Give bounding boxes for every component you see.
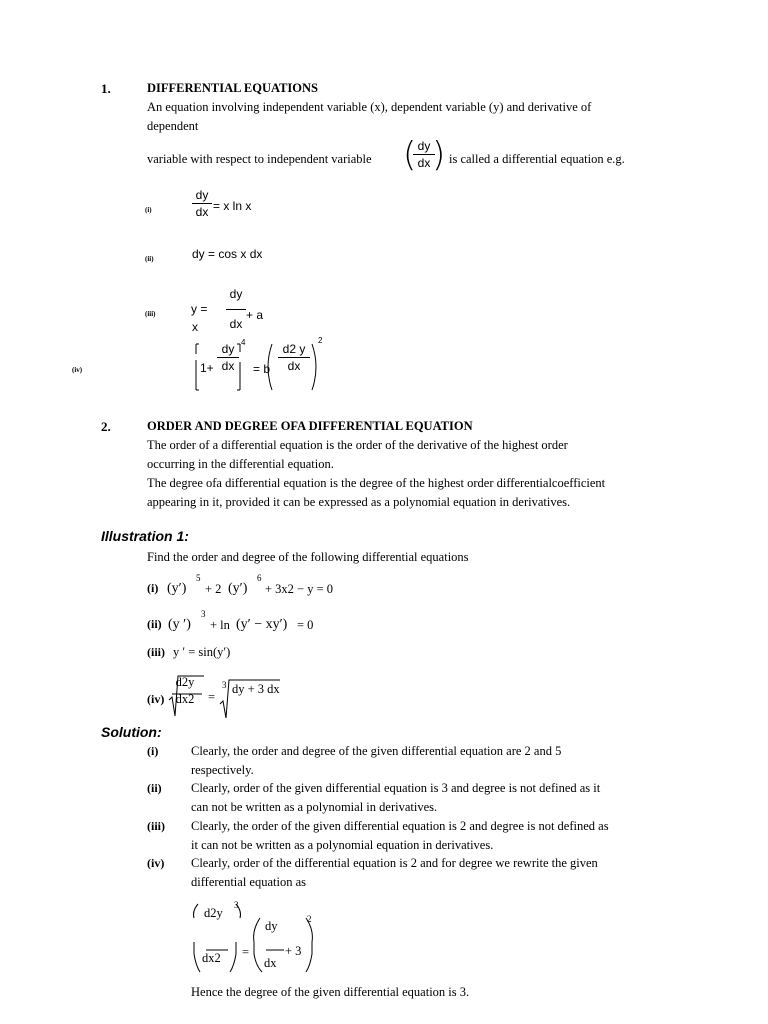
example-ii-text: dy = cos x dx — [192, 247, 263, 261]
solution-eq-exp-2: 2 — [307, 914, 312, 924]
illustration-title: Illustration 1: — [101, 528, 189, 544]
solution-eq-numerator-2: dy — [265, 919, 278, 933]
example-ii-marker: (ii) — [145, 255, 154, 263]
question-iii-text: y ′ = sin(y′) — [173, 645, 231, 659]
example-iv-equals-b: = b — [253, 362, 271, 376]
solution-title: Solution: — [101, 724, 162, 740]
question-i-term-c: (y′) — [228, 581, 248, 596]
solution-item-1-line-2: respectively. — [191, 763, 254, 777]
solution-item-2-line-2: can not be written as a polynomial in derivatives. — [191, 800, 438, 814]
solution-item-3-line-2: it can not be written as a polynomial equation in derivatives. — [191, 838, 494, 852]
section-2-p1: The order of a differential equation is the order of the derivative of the highest order — [147, 438, 568, 452]
example-iii-lhs: y = — [191, 302, 208, 316]
question-i-exp-2: 6 — [257, 573, 262, 583]
question-ii-term-b: + ln — [210, 618, 230, 632]
example-iii-fraction: dy dx — [226, 287, 246, 332]
question-iv-root-index: 3 — [222, 680, 227, 690]
example-iv-marker: (iv) — [72, 366, 83, 374]
example-iv-exponent-right: 2 — [318, 336, 323, 345]
question-iv-equals: = — [208, 690, 216, 704]
solution-eq-denominator: dx2 — [202, 951, 221, 965]
question-iv-radicand: dy + 3 dx — [232, 682, 280, 696]
solution-eq-equals: = — [242, 945, 250, 959]
section-2-p2: occurring in the differential equation. — [147, 457, 334, 471]
example-iv-one-plus: 1+ — [200, 361, 214, 375]
solution-item-2-label: (ii) — [147, 781, 162, 795]
example-iii-rhs: + a — [246, 308, 264, 322]
question-i-label: (i) — [147, 581, 159, 595]
solution-item-4-line-2: differential equation as — [191, 875, 307, 889]
solution-item-1-line-1: Clearly, the order and degree of the given differential equation are 2 and 5 — [191, 744, 562, 758]
section-2-p3: The degree ofa differential equation is the degree of the highest order differentialcoefficient — [147, 476, 606, 490]
section-2-heading: ORDER AND DEGREE OFA DIFFERENTIAL EQUATION — [147, 419, 473, 433]
solution-item-3-line-1: Clearly, the order of the given differential equation is 2 and degree is not defined as — [191, 819, 609, 833]
solution-item-2-line-1: Clearly, order of the given differential equation is 3 and degree is not defined as it — [191, 781, 601, 795]
solution-item-3-label: (iii) — [147, 819, 165, 833]
question-ii-term-c: (y′ − xy′) — [236, 617, 288, 632]
section-1-number: 1. — [101, 81, 111, 96]
question-ii-term-a: (y ′) — [168, 617, 191, 632]
example-iii-x: x — [192, 320, 198, 334]
question-ii-term-d: = 0 — [297, 618, 314, 632]
solution-item-1-label: (i) — [147, 744, 159, 758]
question-ii-label: (ii) — [147, 617, 162, 631]
section-1-line-3a: variable with respect to independent variable — [147, 152, 372, 166]
left-paren: ( — [403, 135, 417, 175]
solution-item-4-line-1: Clearly, order of the differential equation is 2 and for degree we rewrite the given — [191, 856, 598, 870]
section-1-heading: DIFFERENTIAL EQUATIONS — [147, 81, 318, 95]
example-iv-exponent-left: 4 — [241, 338, 246, 347]
solution-item-4-label: (iv) — [147, 856, 165, 870]
example-iii-marker: (iii) — [145, 310, 156, 318]
illustration-prompt: Find the order and degree of the following differential equations — [147, 550, 469, 564]
question-iv-fraction: d2y dx2 — [175, 675, 195, 706]
solution-conclusion: Hence the degree of the given differential equation is 3. — [191, 985, 470, 999]
solution-eq-exp-1: 3 — [234, 900, 239, 910]
solution-eq-numerator: d2y — [204, 906, 223, 920]
solution-eq-plus: + 3 — [285, 944, 302, 958]
question-i-exp-1: 5 — [196, 573, 201, 583]
question-ii-exp-1: 3 — [201, 609, 206, 619]
question-i-term-a: (y′) — [167, 581, 187, 596]
section-2-p4: appearing in it, provided it can be expressed as a polynomial equation in derivatives. — [147, 495, 571, 509]
example-i-marker: (i) — [145, 206, 152, 214]
example-iv-fraction: dy dx — [217, 342, 239, 373]
question-iii-label: (iii) — [147, 645, 165, 659]
section-1-line-3b: is called a differential equation e.g. — [449, 152, 625, 166]
section-1-line-2: dependent — [147, 119, 199, 133]
section-2-number: 2. — [101, 419, 111, 434]
question-i-term-d: + 3x2 − y = 0 — [265, 582, 334, 596]
question-iv-label: (iv) — [147, 692, 165, 706]
right-paren: ) — [432, 135, 446, 175]
example-i-rhs: = x ln x — [213, 199, 252, 213]
section-1-line-1: An equation involving independent variable (x), dependent variable (y) and derivative of — [147, 100, 592, 114]
derivative-fraction: dy dx — [413, 139, 435, 170]
example-i-fraction: dy dx — [192, 188, 212, 219]
solution-eq-denominator-2: dx — [264, 956, 277, 970]
example-iv-fraction-2: d2 y dx — [278, 342, 310, 373]
question-i-term-b: + 2 — [205, 582, 222, 596]
